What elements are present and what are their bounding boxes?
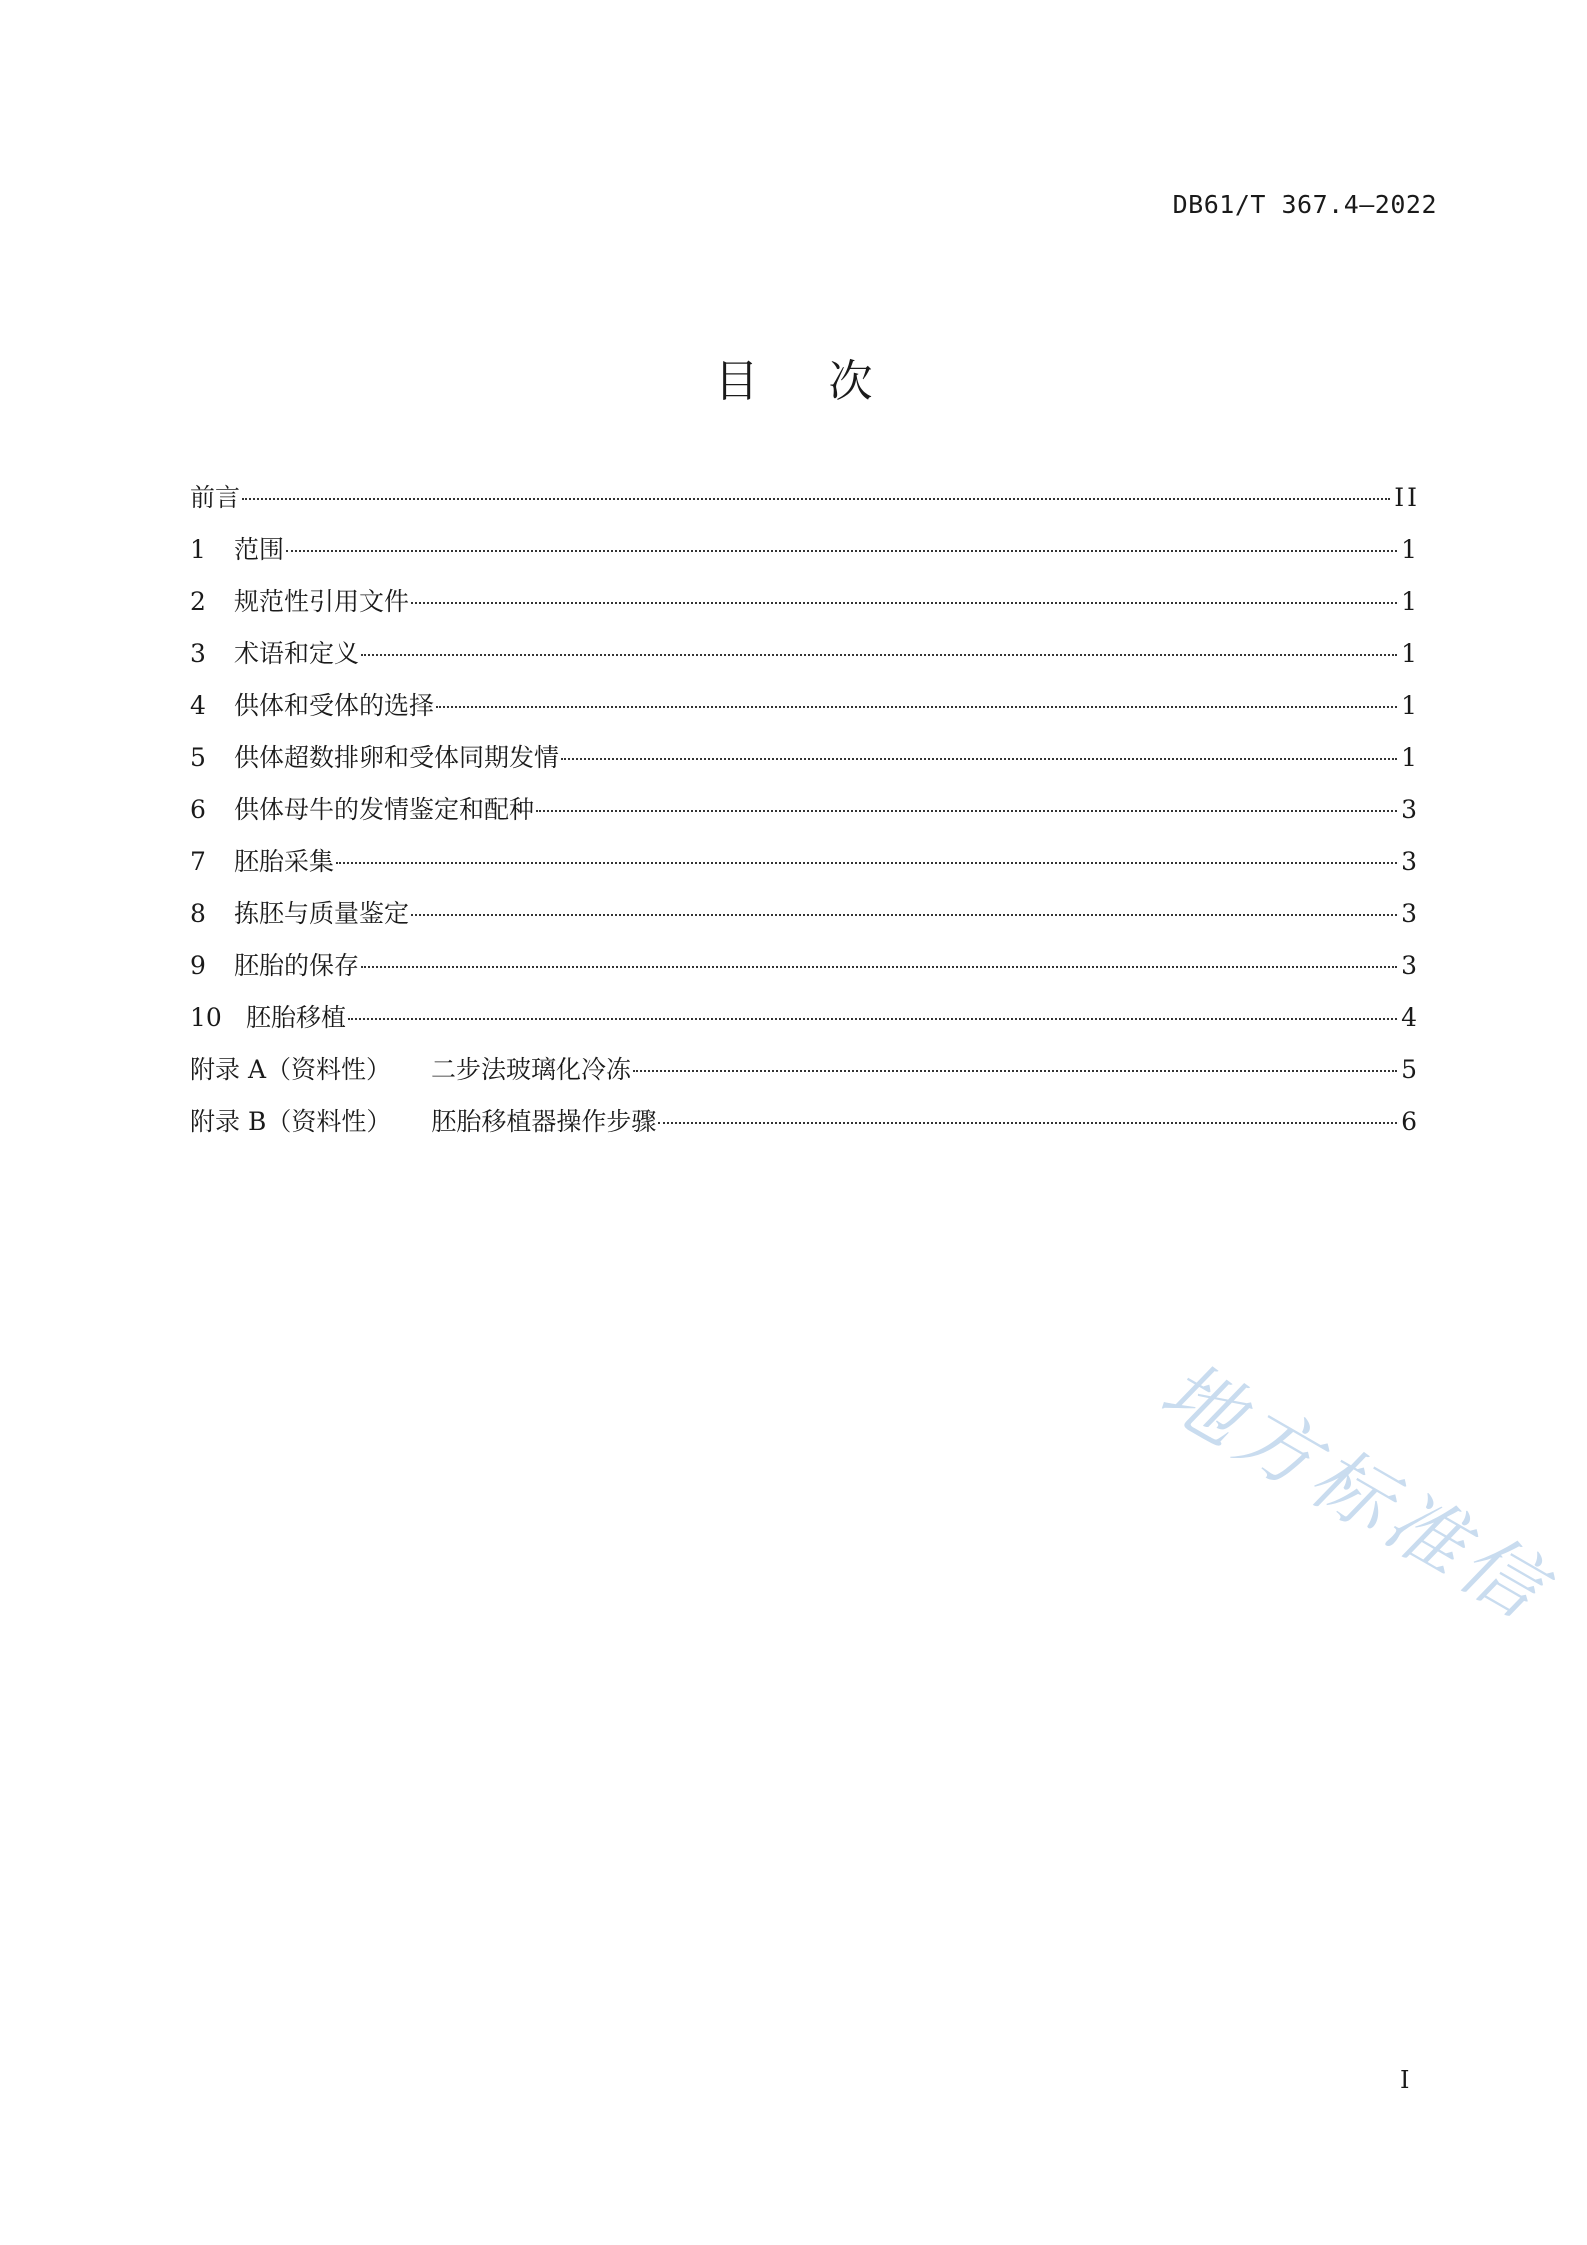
toc-appendix-prefix: 附录 A（资料性） — [190, 1055, 392, 1084]
toc-title: 目次 — [714, 356, 943, 407]
watermark-text: 地方标准信 — [1146, 1345, 1564, 1639]
toc-entry-page: 1 — [1401, 535, 1420, 564]
toc-leader-dots — [436, 706, 1397, 708]
toc-entry-label: 胚胎移植器操作步骤 — [431, 1107, 657, 1136]
toc-entry-label: 胚胎移植 — [246, 1003, 347, 1032]
toc-entry-label: 二步法玻璃化冷冻 — [431, 1055, 632, 1084]
toc-entry-page: 3 — [1401, 795, 1420, 824]
page-number: I — [1400, 2066, 1410, 2094]
toc-entry-8[interactable] — [190, 894, 1420, 946]
toc-entry-label: 规范性引用文件 — [234, 587, 410, 616]
toc-entry-label: 胚胎的保存 — [234, 951, 360, 980]
toc-entry-page: 1 — [1401, 639, 1420, 668]
toc-entry-label: 前言 — [190, 483, 241, 512]
toc-leader-dots — [561, 758, 1397, 760]
toc-entry-page: 1 — [1401, 743, 1420, 772]
toc-leader-dots — [633, 1070, 1397, 1072]
toc-entry-number: 4 — [190, 691, 206, 720]
toc-entry-label: 胚胎采集 — [234, 847, 335, 876]
toc-entry-label: 术语和定义 — [234, 639, 360, 668]
toc-entry-number: 3 — [190, 639, 206, 668]
toc-entry-number: 6 — [190, 795, 206, 824]
toc-leader-dots — [336, 862, 1397, 864]
toc-entry-label: 范围 — [234, 535, 285, 564]
toc-entry-appendix-b[interactable] — [190, 1102, 1420, 1154]
toc-entry-page: 3 — [1401, 847, 1420, 876]
toc-entry-label: 供体超数排卵和受体同期发情 — [234, 743, 560, 772]
toc-entry-9[interactable] — [190, 946, 1420, 998]
toc-entry-3[interactable] — [190, 634, 1420, 686]
toc-entry-label: 供体和受体的选择 — [234, 691, 435, 720]
toc-appendix-gap — [391, 1107, 431, 1136]
toc-entry-label: 拣胚与质量鉴定 — [234, 899, 410, 928]
toc-leader-dots — [411, 914, 1397, 916]
toc-leader-dots — [242, 498, 1390, 500]
toc-entry-6[interactable] — [190, 790, 1420, 842]
toc-entry-number: 2 — [190, 587, 206, 616]
toc-entry-7[interactable] — [190, 842, 1420, 894]
document-code: DB61/T 367.4—2022 — [1172, 190, 1437, 219]
toc-entry-page: 6 — [1401, 1107, 1420, 1136]
toc-entry-page: 1 — [1401, 587, 1420, 616]
toc-leader-dots — [286, 550, 1397, 552]
toc-entry-label: 供体母牛的发情鉴定和配种 — [234, 795, 535, 824]
toc-entry-number: 8 — [190, 899, 206, 928]
toc-entry-page: 3 — [1401, 899, 1420, 928]
toc-entry-number: 9 — [190, 951, 206, 980]
toc-entry-preface[interactable] — [190, 478, 1420, 530]
toc-entry-page: 3 — [1401, 951, 1420, 980]
toc-entry-page: 5 — [1401, 1055, 1420, 1084]
toc-entry-5[interactable] — [190, 738, 1420, 790]
toc-leader-dots — [361, 654, 1397, 656]
toc-entry-1[interactable] — [190, 530, 1420, 582]
toc-leader-dots — [658, 1122, 1397, 1124]
toc-entry-10[interactable] — [190, 998, 1420, 1050]
toc-entry-page: II — [1394, 483, 1420, 512]
toc-leader-dots — [348, 1018, 1397, 1020]
toc-entry-page: 4 — [1401, 1003, 1420, 1032]
toc-leader-dots — [536, 810, 1397, 812]
toc-entry-number: 7 — [190, 847, 206, 876]
toc-entry-number: 10 — [190, 1003, 222, 1032]
toc-entry-page: 1 — [1401, 691, 1420, 720]
toc-entry-number: 1 — [190, 535, 206, 564]
toc-entry-appendix-a[interactable] — [190, 1050, 1420, 1102]
toc-appendix-gap — [391, 1055, 431, 1084]
toc-leader-dots — [361, 966, 1397, 968]
toc-list — [190, 478, 1420, 1154]
toc-entry-4[interactable] — [190, 686, 1420, 738]
toc-entry-number: 5 — [190, 743, 206, 772]
toc-appendix-prefix: 附录 B（资料性） — [190, 1107, 392, 1136]
toc-leader-dots — [411, 602, 1397, 604]
toc-entry-2[interactable] — [190, 582, 1420, 634]
